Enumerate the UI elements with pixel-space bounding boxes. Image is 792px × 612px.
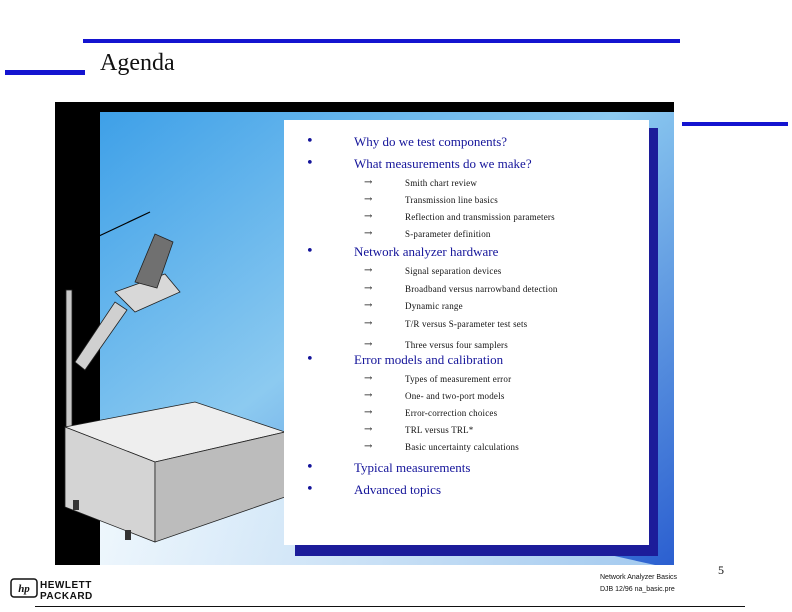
footer-rule [35,606,745,607]
arrow-icon: → [364,228,373,239]
section-bullet: • [306,156,314,171]
right-rule [682,122,788,126]
footer-note [600,572,677,596]
section-bullet: • [306,352,314,367]
arrow-icon: → [364,317,373,329]
arrow-icon: → [364,390,373,401]
left-rule [5,70,85,75]
agenda-subitem: One- and two-port models [405,391,505,401]
agenda-subitem: Dynamic range [405,301,463,311]
agenda-subitem: Smith chart review [405,178,478,188]
arrow-icon: → [364,300,373,311]
arrow-icon: → [364,194,373,205]
top-rule [83,39,680,43]
section-bullet: • [306,244,314,259]
section-label: What measurements do we make? [354,156,532,171]
agenda-subitem: Transmission line basics [405,195,498,205]
hp-logo-icon [10,578,38,598]
agenda-subitem: S-parameter definition [405,229,491,239]
agenda-subitem: Three versus four samplers [405,340,508,350]
arrow-icon: → [364,282,373,294]
section-label: Advanced topics [354,482,442,497]
agenda-subitem: TRL versus TRL* [405,425,474,435]
arrow-icon: → [364,265,373,276]
arrow-icon: → [364,407,373,418]
section-label: Error models and calibration [354,352,504,367]
arrow-icon: → [364,177,373,188]
svg-text:hp: hp [18,583,30,595]
footer-course: Network Analyzer Basics [600,574,678,581]
arrow-icon: → [364,339,373,350]
footer-code: DJB 12/96 na_basic.pre [600,586,675,593]
section-bullet: • [306,482,314,497]
section-bullet: • [306,134,314,149]
arrow-icon: → [364,441,373,452]
agenda-subitem: Error-correction choices [405,408,498,418]
agenda-subitem: Reflection and transmission parameters [405,212,555,222]
arrow-icon: → [364,424,373,435]
hp-logo [10,578,38,602]
hp-logo-text [40,580,93,602]
arrow-icon: → [364,211,373,222]
logo-line2: PACKARD [40,591,93,602]
page-title: Agenda [100,50,175,76]
page-number: 5 [718,563,724,577]
section-label: Why do we test components? [354,134,508,149]
agenda-subitem: Basic uncertainty calculations [405,442,519,452]
section-bullet: • [306,460,314,475]
section-label: Network analyzer hardware [354,244,499,259]
agenda-subitem: Types of measurement error [405,374,512,384]
arrow-icon: → [364,373,373,384]
agenda-card [284,120,649,545]
agenda-subitem: Signal separation devices [405,266,502,276]
logo-line1: HEWLETT [40,580,92,591]
agenda-subitem: Broadband versus narrowband detection [405,283,558,294]
section-label: Typical measurements [354,460,471,475]
agenda-subitem: T/R versus S-parameter test sets [405,318,528,329]
